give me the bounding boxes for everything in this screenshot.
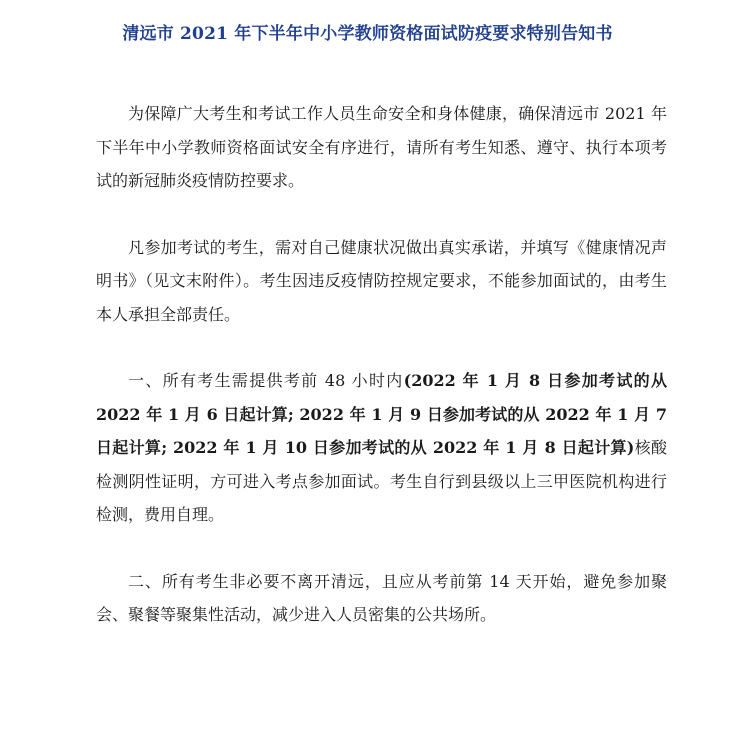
rule-one-lead: 一、所有考生需提供考前 48 小时内 (128, 371, 404, 390)
rule-one-dates: (2022 年 1 月 8 日参加考试的从 2022 年 1 月 6 日起计算; 2022 年 1 月 9 日参加考试的从 2022 年 1 月 7 日起计算; 2022 年 1 月 10 日参加考试的从 2022 年 1 月 8 日起计算) (96, 371, 667, 457)
rule-two-paragraph: 二、所有考生非必要不离开清远，且应从考前第 14 天开始，避免参加聚会、聚餐等聚集性活动，减少进入人员密集的公共场所。 (96, 571, 667, 624)
rule-one-paragraph (96, 364, 667, 532)
declaration-paragraph: 凡参加考试的考生，需对自己健康状况做出真实承诺，并填写《健康情况声明书》（见文末附件）。考生因违反疫情防控规定要求，不能参加面试的，由考生本人承担全部责任。 (96, 237, 667, 324)
document-title: 清远市 2021 年下半年中小学教师资格面试防疫要求特别告知书 (122, 24, 613, 44)
rule-one-tail: 核酸检测阴性证明，方可进入考点参加面试。考生自行到县级以上三甲医院机构进行检测，费用自理。 (96, 438, 667, 524)
intro-paragraph: 为保障广大考生和考试工作人员生命安全和身体健康，确保清远市 2021 年下半年中小学教师资格面试安全有序进行，请所有考生知悉、遵守、执行本项考试的新冠肺炎疫情防控要求。 (96, 104, 667, 190)
